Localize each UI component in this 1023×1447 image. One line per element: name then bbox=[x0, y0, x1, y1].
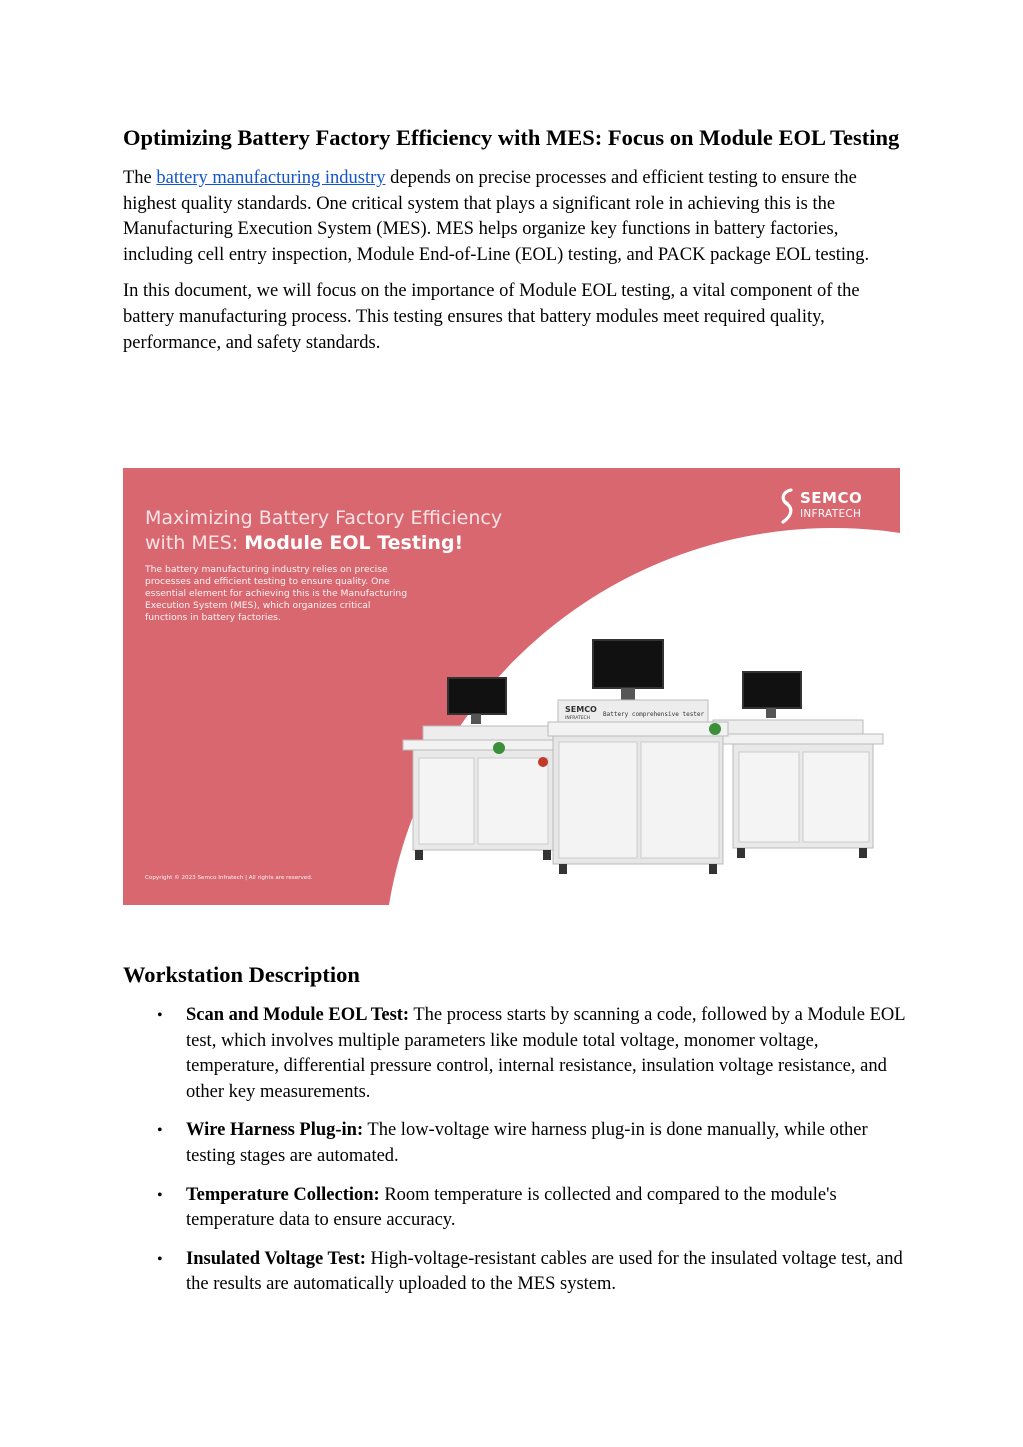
workstation-list bbox=[123, 1003, 908, 1311]
banner-title bbox=[145, 506, 565, 556]
banner-body-text: The battery manufacturing industry relies on precise processes and efficient testing to ensure quality. One essential element for achieving this is the Manufacturing Execution System (MES), which organizes critical functions in battery factories. bbox=[145, 564, 408, 624]
battery-tester-machines bbox=[393, 628, 893, 878]
battery-industry-link[interactable]: battery manufacturing industry bbox=[156, 168, 386, 188]
list-item bbox=[123, 1118, 908, 1169]
machine-caption: Battery comprehensive tester bbox=[603, 711, 705, 718]
article-title: Optimizing Battery Factory Efficiency with MES: Focus on Module EOL Testing bbox=[123, 125, 900, 150]
banner-image bbox=[123, 468, 900, 905]
list-item bbox=[123, 1183, 908, 1234]
list-item bbox=[123, 1003, 908, 1105]
list-item bbox=[123, 1247, 908, 1298]
item-term: Insulated Voltage Test: bbox=[186, 1248, 366, 1269]
item-text: High-voltage-resistant cables are used for the insulated voltage test, and the results are automatically uploaded to the MES system. bbox=[186, 1248, 903, 1295]
intro-paragraph bbox=[123, 166, 901, 268]
item-text: The low-voltage wire harness plug-in is done manually, while other testing stages are automated. bbox=[186, 1120, 868, 1166]
center-station bbox=[538, 640, 728, 874]
section-heading: Workstation Description bbox=[123, 962, 360, 987]
logo-subtitle: INFRATECH bbox=[800, 508, 862, 520]
machine-sublabel: INFRATECH bbox=[565, 716, 591, 721]
item-text: The process starts by scanning a code, followed by a Module EOL test, which involves multiple parameters like module total voltage, monomer voltage, temperature, differential pressure control, internal resistance, insulation voltage resistance, and other key measurements. bbox=[186, 1005, 905, 1102]
banner-title-line2-prefix: with MES: bbox=[145, 532, 245, 554]
banner-title-line1: Maximizing Battery Factory Efficiency bbox=[145, 507, 503, 529]
bullet-icon: • bbox=[157, 1250, 163, 1268]
bullet-icon: • bbox=[157, 1122, 163, 1140]
focus-paragraph: In this document, we will focus on the importance of Module EOL testing, a vital component of the battery manufacturing process. This testing ensures that battery modules meet required quality, performance, and safety standards. bbox=[123, 281, 860, 353]
intro-lead: The bbox=[123, 168, 157, 188]
item-text: Room temperature is collected and compared to the module's temperature data to ensure accuracy. bbox=[186, 1184, 837, 1231]
machine-label: SEMCO bbox=[565, 705, 597, 714]
bullet-icon: • bbox=[157, 1007, 163, 1024]
item-term: Wire Harness Plug-in: bbox=[186, 1120, 364, 1141]
logo-name: SEMCO bbox=[800, 489, 863, 507]
banner-copyright: Copyright © 2023 Semco Infratech | All rights are reserved. bbox=[145, 875, 313, 881]
semco-s-icon bbox=[778, 488, 796, 524]
article-body bbox=[123, 122, 901, 367]
semco-logo bbox=[778, 488, 888, 524]
item-term: Scan and Module EOL Test: bbox=[186, 1005, 410, 1025]
banner-title-line2-bold: Module EOL Testing! bbox=[244, 532, 464, 554]
bullet-icon: • bbox=[157, 1186, 163, 1204]
item-term: Temperature Collection: bbox=[186, 1184, 380, 1205]
intro-rest: depends on precise processes and efficient testing to ensure the highest quality standards. One critical system that plays a significant role in achieving this is the Manufacturing Execution System (MES). MES helps organize key functions in battery factories, including cell entry inspection, Module End-of-Line (EOL) testing, and PACK package EOL testing. bbox=[123, 168, 870, 265]
